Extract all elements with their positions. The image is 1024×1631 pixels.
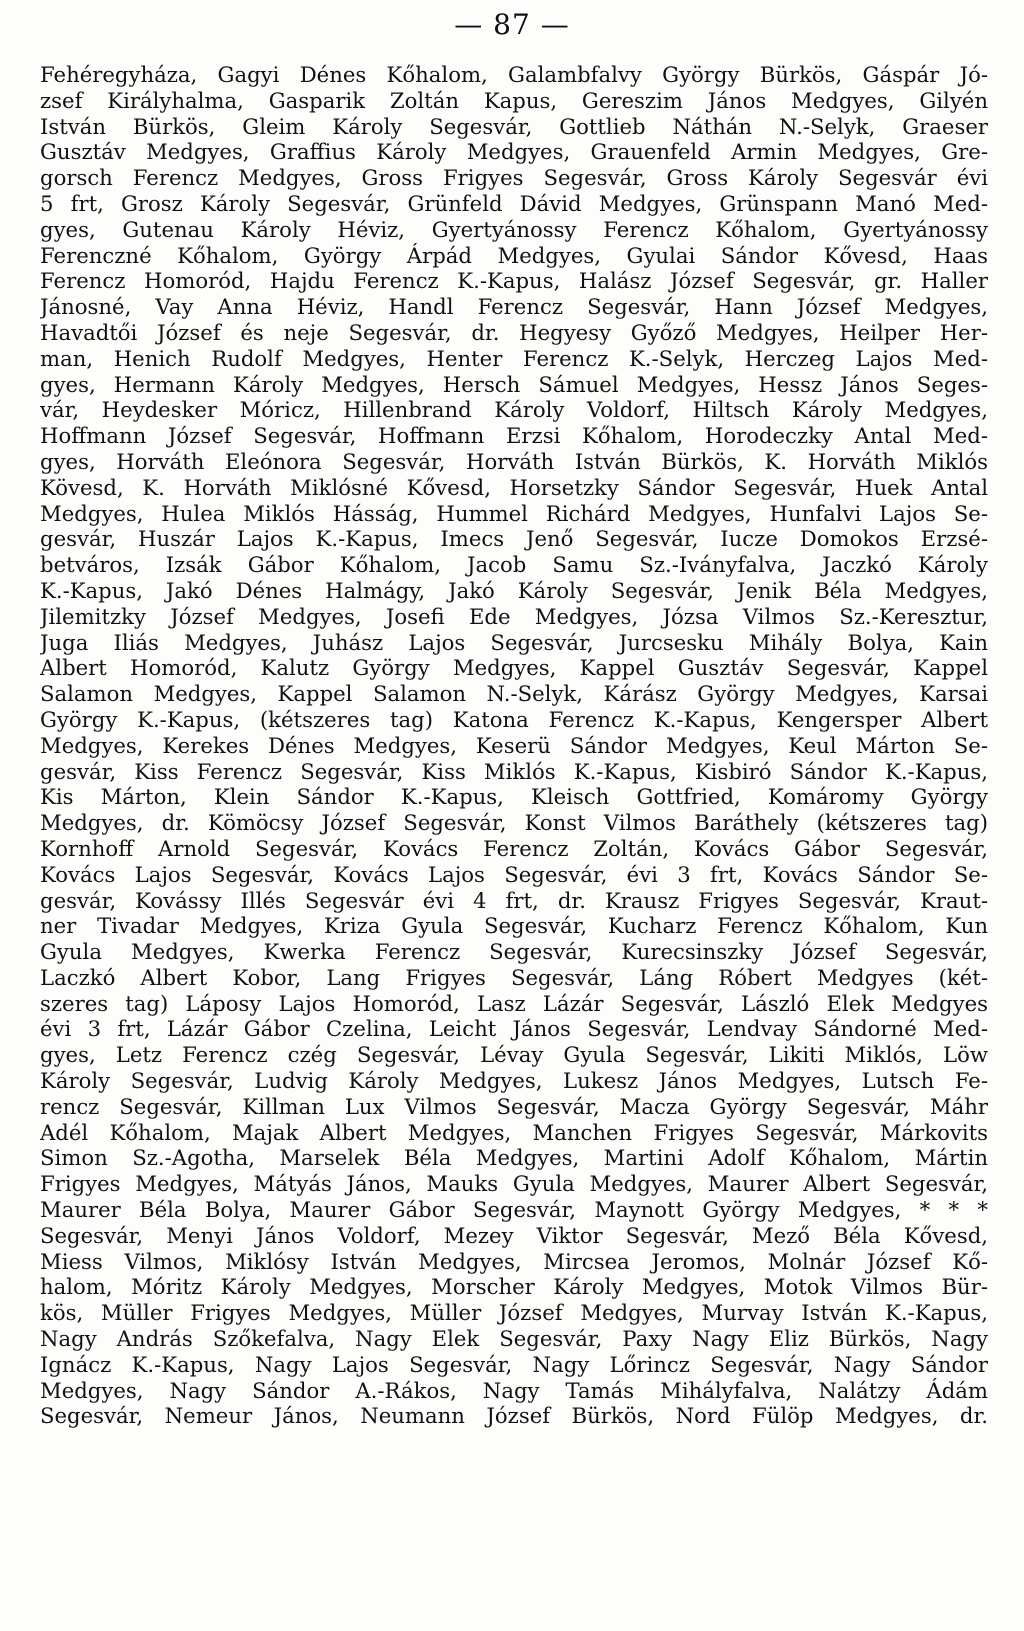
text-line: Kovács Lajos Segesvár, Kovács Lajos Segesvár, évi 3 frt, Kovács Sándor Se- (40, 861, 988, 887)
text-line: Simon Sz.-Agotha, Marselek Béla Medgyes, Martini Adolf Kőhalom, Mártin (40, 1145, 988, 1171)
text-line: gyes, Hermann Károly Medgyes, Hersch Sámuel Medgyes, Hessz János Seges- (40, 371, 988, 397)
text-line: Juga Iliás Medgyes, Juhász Lajos Segesvár, Jurcsesku Mihály Bolya, Kain (40, 629, 988, 655)
text-line: vár, Heydesker Móricz, Hillenbrand Károly Voldorf, Hiltsch Károly Medgyes, (40, 397, 988, 423)
text-line: zsef Királyhalma, Gasparik Zoltán Kapus, Gereszim János Medgyes, Gilyén (40, 87, 988, 113)
text-line: Medgyes, dr. Kömöcsy József Segesvár, Konst Vilmos Baráthely (kétszeres tag) (40, 810, 988, 836)
text-line: Nagy András Szőkefalva, Nagy Elek Segesvár, Paxy Nagy Eliz Bürkös, Nagy (40, 1326, 988, 1352)
text-line: Adél Kőhalom, Majak Albert Medgyes, Manchen Frigyes Segesvár, Márkovits (40, 1119, 988, 1145)
text-line: Fehéregyháza, Gagyi Dénes Kőhalom, Galambfalvy György Bürkös, Gáspár Jó- (40, 62, 988, 87)
text-line: István Bürkös, Gleim Károly Segesvár, Gottlieb Náthán N.-Selyk, Graeser (40, 113, 988, 139)
member-list-text (40, 62, 988, 1429)
text-line: rencz Segesvár, Killman Lux Vilmos Segesvár, Macza György Segesvár, Máhr (40, 1093, 988, 1119)
text-line: Kövesd, K. Horváth Miklósné Kővesd, Horsetzky Sándor Segesvár, Huek Antal (40, 474, 988, 500)
text-line: halom, Móritz Károly Medgyes, Morscher Károly Medgyes, Motok Vilmos Bür- (40, 1274, 988, 1300)
text-line: Ignácz K.-Kapus, Nagy Lajos Segesvár, Nagy Lőrincz Segesvár, Nagy Sándor (40, 1351, 988, 1377)
text-line: Gusztáv Medgyes, Graffius Károly Medgyes, Grauenfeld Armin Medgyes, Gre- (40, 139, 988, 165)
text-line: 5 frt, Grosz Károly Segesvár, Grünfeld Dávid Medgyes, Grünspann Manó Med- (40, 190, 988, 216)
text-line: György K.-Kapus, (kétszeres tag) Katona Ferencz K.-Kapus, Kengersper Albert (40, 706, 988, 732)
text-line: Segesvár, Menyi János Voldorf, Mezey Viktor Segesvár, Mező Béla Kővesd, (40, 1222, 988, 1248)
text-line: Ferencz Homoród, Hajdu Ferencz K.-Kapus, Halász József Segesvár, gr. Haller (40, 268, 988, 294)
text-line: Medgyes, Hulea Miklós Hásság, Hummel Richárd Medgyes, Hunfalvi Lajos Se- (40, 500, 988, 526)
text-line: Miess Vilmos, Miklósy István Medgyes, Mircsea Jeromos, Molnár József Kő- (40, 1248, 988, 1274)
text-line: gesvár, Kovássy Illés Segesvár évi 4 frt, dr. Krausz Frigyes Segesvár, Kraut- (40, 887, 988, 913)
text-line: gesvár, Huszár Lajos K.-Kapus, Imecs Jenő Segesvár, Iucze Domokos Erzsé- (40, 526, 988, 552)
text-line: Ferenczné Kőhalom, György Árpád Medgyes, Gyulai Sándor Kővesd, Haas (40, 242, 988, 268)
text-line: Havadtői József és neje Segesvár, dr. Hegyesy Győző Medgyes, Heilper Her- (40, 319, 988, 345)
page-number: — 87 — (454, 8, 570, 41)
text-line: gyes, Horváth Eleónora Segesvár, Horváth István Bürkös, K. Horváth Miklós (40, 448, 988, 474)
text-line: gyes, Gutenau Károly Héviz, Gyertyánossy Ferencz Kőhalom, Gyertyánossy (40, 216, 988, 242)
text-line: Maurer Béla Bolya, Maurer Gábor Segesvár, Maynott György Medgyes, * * * (40, 1197, 988, 1223)
text-line: K.-Kapus, Jakó Dénes Halmágy, Jakó Károly Segesvár, Jenik Béla Medgyes, (40, 577, 988, 603)
text-line: Hoffmann József Segesvár, Hoffmann Erzsi Kőhalom, Horodeczky Antal Med- (40, 423, 988, 449)
text-line: Kis Márton, Klein Sándor K.-Kapus, Kleisch Gottfried, Komáromy György (40, 784, 988, 810)
text-line: gyes, Letz Ferencz czég Segesvár, Lévay Gyula Segesvár, Likiti Miklós, Löw (40, 1042, 988, 1068)
text-line: betváros, Izsák Gábor Kőhalom, Jacob Samu Sz.-Iványfalva, Jaczkó Károly (40, 552, 988, 578)
text-line: gesvár, Kiss Ferencz Segesvár, Kiss Miklós K.-Kapus, Kisbiró Sándor K.-Kapus, (40, 758, 988, 784)
text-line: man, Henich Rudolf Medgyes, Henter Ferencz K.-Selyk, Herczeg Lajos Med- (40, 345, 988, 371)
text-line: szeres tag) Láposy Lajos Homoród, Lasz Lázár Segesvár, László Elek Medgyes (40, 990, 988, 1016)
text-line: Salamon Medgyes, Kappel Salamon N.-Selyk, Kárász György Medgyes, Karsai (40, 681, 988, 707)
text-line: Laczkó Albert Kobor, Lang Frigyes Segesvár, Láng Róbert Medgyes (két- (40, 964, 988, 990)
text-line: Jánosné, Vay Anna Héviz, Handl Ferencz Segesvár, Hann József Medgyes, (40, 294, 988, 320)
text-line: kös, Müller Frigyes Medgyes, Müller József Medgyes, Murvay István K.-Kapus, (40, 1300, 988, 1326)
text-line: Károly Segesvár, Ludvig Károly Medgyes, Lukesz János Medgyes, Lutsch Fe- (40, 1068, 988, 1094)
text-line: Medgyes, Nagy Sándor A.-Rákos, Nagy Tamás Mihályfalva, Nalátzy Ádám (40, 1377, 988, 1403)
text-line: Segesvár, Nemeur János, Neumann József Bürkös, Nord Fülöp Medgyes, dr. (40, 1403, 988, 1429)
text-line: Kornhoff Arnold Segesvár, Kovács Ferencz Zoltán, Kovács Gábor Segesvár, (40, 835, 988, 861)
text-line: Frigyes Medgyes, Mátyás János, Mauks Gyula Medgyes, Maurer Albert Segesvár, (40, 1171, 988, 1197)
text-line: évi 3 frt, Lázár Gábor Czelina, Leicht János Segesvár, Lendvay Sándorné Med- (40, 1016, 988, 1042)
text-line: Gyula Medgyes, Kwerka Ferencz Segesvár, Kurecsinszky József Segesvár, (40, 939, 988, 965)
text-line: gorsch Ferencz Medgyes, Gross Frigyes Segesvár, Gross Károly Segesvár évi (40, 165, 988, 191)
text-line: Albert Homoród, Kalutz György Medgyes, Kappel Gusztáv Segesvár, Kappel (40, 655, 988, 681)
text-line: Medgyes, Kerekes Dénes Medgyes, Keserü Sándor Medgyes, Keul Márton Se- (40, 732, 988, 758)
text-line: Jilemitzky József Medgyes, Josefi Ede Medgyes, Józsa Vilmos Sz.-Keresztur, (40, 603, 988, 629)
text-line: ner Tivadar Medgyes, Kriza Gyula Segesvár, Kucharz Ferencz Kőhalom, Kun (40, 913, 988, 939)
